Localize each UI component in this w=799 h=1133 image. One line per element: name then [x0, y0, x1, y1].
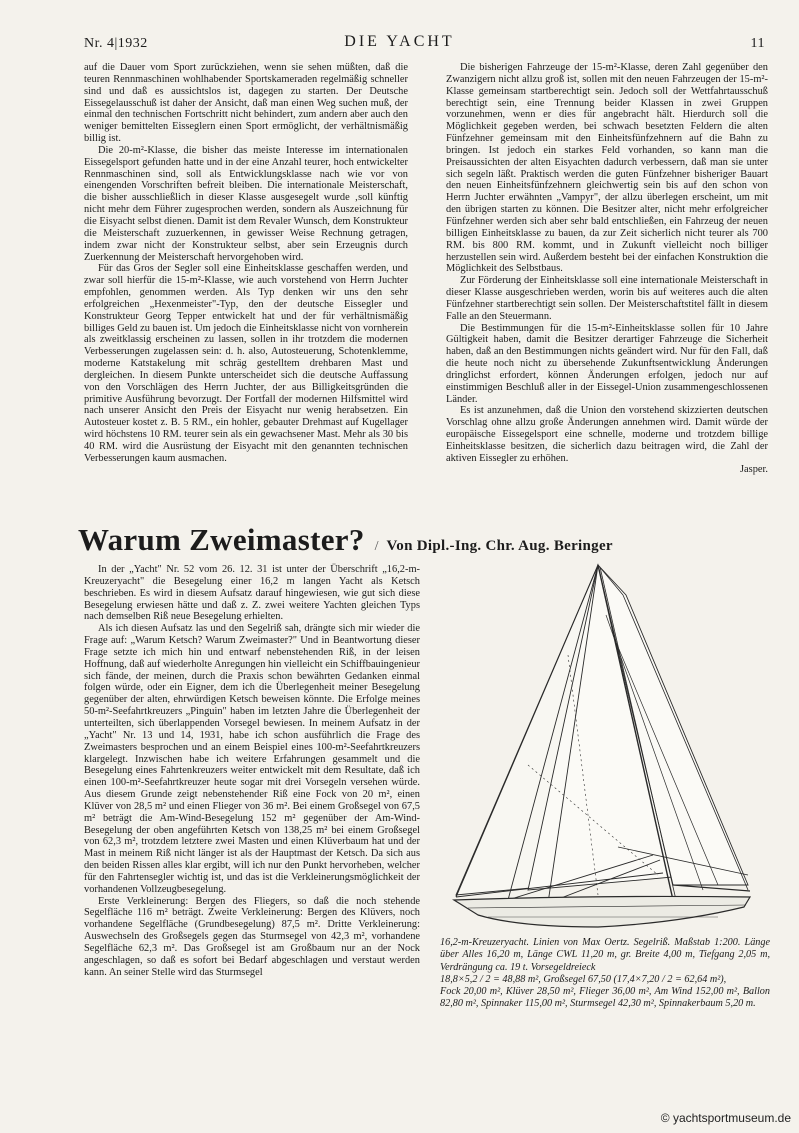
title-separator: / [374, 539, 379, 554]
paragraph: Die Bestimmungen für die 15-m²-Einheitsklasse sollen für 10 Jahre Gültigkeit haben, damit die Besitzer derartiger Fahrzeuge die Sicherheit haben, daß an den Bestimmungen nichts geändert wird. Nur für den Fall, daß die heute noch nicht zu übersehende Zukunftsentwicklung Änderungen dringlichst erfordert, können Änderungen erfolgen, jedoch nur auf einstimmigen Beschluß aller in der Eissegel-Union zusammengeschlossenen Länder. [446, 322, 768, 405]
paragraph: Erste Verkleinerung: Bergen des Fliegers, so daß die noch stehende Segelfläche 116 m² beträgt. Zweite Verkleinerung: Bergen des Klüvers, noch vorhandene Segelfläche (Grundbesegelung) 87,5 m². Dritte Verkleinerung: Auswechseln des Großsegels gegen das Sturmsegel von 42,3 m², vorhandene Segelfläche 62,3 m². Das Großsegel ist am Großbaum nur an der Nock angeschlagen, so daß es sofort bei Bedarf abgeschlagen und verstaut werden kann. An seiner Stelle wird das Sturmsegel [84, 895, 420, 978]
paragraph: Die bisherigen Fahrzeuge der 15-m²-Klasse, deren Zahl gegenüber den Zwanzigern nicht allzu groß ist, sollen mit den neuen Fahrzeugen der 15-m²-Klasse gemeinsam startberechtigt sein. Jedoch soll der Wettfahrtausschuß berechtigt sein, eine Trennung beider Klassen in zwei Gruppen vorzunehmen, wenn er dies für angebracht hält. Hierdurch soll die Möglichkeit gegeben werden, bei schwach besetzten Feldern die alten Fünfzehner gemeinsam mit den Einheitsfünfzehnern auf die Bahn zu bringen. Ist jedoch ein starkes Feld vorhanden, so kann man die Preisaussichten der alten Eisyachten dadurch verbessern, daß man sie unter sich segeln läßt. Praktisch werden die guten Fünfzehner bisheriger Bauart den neuen Einheitsfünfzehnern gleichwertig sein bis auf den schon von Herrn Juchter erwähnten „Vampyr", der allzu überlegen erscheint, um mit den übrigen starten zu können. Die Besitzer alter, nicht mehr erfolgreicher Fünfzehner werden sich aber sehr bald entschließen, ein Fahrzeug der neuen billigen Einheitsklasse zu bauen, da zur Zeit sicherlich nicht teurer als 700 RM. bis 800 RM. kommt, und in Zukunft vielleicht noch billiger herzustellen sein wird. Außerdem besteht bei der einfachen Konstruktion die Möglichkeit des Selbstbaus. [446, 62, 768, 275]
figure-caption [440, 937, 770, 1011]
paragraph: Für das Gros der Segler soll eine Einheitsklasse geschaffen werden, und zwar soll hierfür die 15-m²-Klasse, wie auch vorstehend von Herrn Juchter empfohlen, genommen werden. Als Typ denken wir uns den sehr erfolgreichen „Hexenmeister"-Typ, den der deutsche Eissegler und Konstrukteur Georg Tepper entwickelt hat und der für verhältnismäßig billiges Geld zu bauen ist. Um jedoch die Einheitsklasse nicht von vornherein als zweitklassig erscheinen zu lassen, sollen in ihr trotzdem die modernen Verbesserungen zugelassen sein: d. h. also, Autosteuerung, Schotenklemme, moderne Katstakelung mit schräg gestelltem drehbaren Mast und dergleichen. In diesem Punkte unterscheidet sich die deutsche Auffassung von den Vorschlägen des Herrn Juchter, der aus Billigkeitsgründen die primitive Ausführung bevorzugt. Der Fortfall der modernen Hilfsmittel wird nach unserer Ansicht den Preis der Eisyacht nur wenig herabsetzen. Ein Autosteuer kostet z. B. 5 RM., ein hohler, gebauter Drehmast auf Kugellager wird höchstens 10 RM. teurer sein als ein gewachsener Mast. Mehr als 30 bis 40 RM. wird die Ausrüstung der Eisyacht mit den genannten technischen Verbesserungen kaum ausmachen. [84, 263, 408, 464]
copyright-watermark: © yachtsportmuseum.de [660, 1111, 791, 1125]
main-article-column [84, 564, 420, 979]
sail-plan-drawing [448, 555, 758, 935]
magazine-title: DIE YACHT [344, 33, 455, 50]
paragraph: Es ist anzunehmen, daß die Union den vorstehend skizzierten deutschen Vorschlag ohne allzu große Änderungen annehmen wird. Damit würde der europäische Eissegelsport eine schnelle, moderne und trotzdem billige Einheitsklasse besitzen, die sicherlich dazu beitragen wird, die Zahl der aktiven Eissegler zu erhöhen. [446, 405, 768, 464]
paragraph: In der „Yacht" Nr. 52 vom 26. 12. 31 ist unter der Überschrift „16,2-m-Kreuzeryacht" die Besegelung einer 16,2 m langen Yacht als Ketsch beschrieben. Es wird in diesem Aufsatz darauf hingewiesen, wie gut sich diese Besegelung erwiesen hätte und daß z. Z. zwei weitere Yachten gleichen Typs nach demselben Riß neue Besegelung erhielten. [84, 564, 420, 623]
author-signature: Jasper. [740, 463, 768, 475]
caption-line: Fock 20,00 m², Klüver 28,50 m², Flieger 36,00 m², Am Wind 152,00 m², Ballon 82,80 m², Spinnaker 115,00 m², Sturmsegel 42,30 m², Spinnakerbaum 5,20 m. [440, 986, 770, 1010]
caption-line: 18,8×5,2 / 2 = 48,88 m², Großsegel 67,50 (17,4×7,20 / 2 = 62,64 m²), [440, 973, 727, 985]
upper-article-left-column [84, 62, 408, 465]
article-title: Warum Zweimaster? [78, 522, 365, 557]
caption-line: 16,2-m-Kreuzeryacht. Linien von Max Oertz. Segelriß. Maßstab 1:200. Länge über Alles 16,20 m, Länge CWL 11,20 m, gr. Breite 4,00 m, Tiefgang 2,05 m, Verdrängung ca. 19 t. Vorsegeldreieck [440, 937, 770, 973]
paragraph: Zur Förderung der Einheitsklasse soll eine internationale Meisterschaft in dieser Klasse ausgeschrieben werden, worin bis auf weiteres auch die alten Fünfzehner startberechtigt sein sollen. Der Meisterschaftstitel fällt in diesem Falle an den Steuermann. [446, 275, 768, 322]
paragraph: auf die Dauer vom Sport zurückziehen, wenn sie sehen müßten, daß die teuren Rennmaschinen wohlhabender Sportskameraden regelmäßig schneller sind und daß es aussichtslos ist, dagegen zu starten. Der Deutsche Eissegelausschuß ist daher der Ansicht, daß man einen Weg suchen muß, der einmal den technischen Fortschritt nicht behindert, zum andern aber auch den weniger bemittelten Eisseglern einen Sport ermöglicht, der verhältnismäßig billig ist. [84, 62, 408, 145]
upper-article-right-column [446, 62, 768, 476]
paragraph: Die 20-m²-Klasse, die bisher das meiste Interesse im internationalen Eissegelsport gefunden hatte und in der eine Anzahl teurer, hoch entwickelter Rennmaschinen sind, soll als Entwicklungsklasse nach wie vor von einengenden Vorschriften befreit bleiben. Die internationale Meisterschaft, die bisher ausschließlich in dieser Klasse ausgesegelt wurde ‚soll künftig nicht mehr dem Führer zugesprochen werden, sondern als Auszeichnung für die Eisyacht selbst dienen. Damit ist dem Revaler Wunsch, dem Konstrukteur die Meisterschaft zuzuerkennen, in gewisser Weise Rechnung getragen, indem zwar nicht der Konstrukteur selbst, aber sein Erzeugnis durch Zuerkennung der Meisterschaft hervorgehoben wird. [84, 144, 408, 263]
page-number: 11 [750, 36, 765, 51]
sail-plan-figure [448, 555, 758, 935]
article-heading [78, 522, 778, 558]
issue-number: Nr. 4|1932 [84, 36, 148, 51]
paragraph: Als ich diesen Aufsatz las und den Segelriß sah, drängte sich mir wieder die Frage auf: „Warum Ketsch? Warum Zweimaster?" Und in Beantwortung dieser Frage setzte ich mich hin und entwarf nebenstehenden Riß, in der leisen Hoffnung, daß auf wiederholte Anregungen hin vielleicht ein Schiffbauingenieur sich fände, der meinen, durch die Praxis schon bewährten Gedanken einmal folgen würde, oder ein Eigner, dem ich die Überlegenheit meiner Besegelung gegenüber der alten, ehrwürdigen Ketsch beweisen könnte. Die Erfolge meines 50-m²-Seefahrtkreuzers „Pinguin" haben im letzten Jahre die Überlegenheit der unterteilten, sich überlappenden Vorsegel bewiesen. In meinem Aufsatz in der „Yacht" Nr. 13 und 14, 1931, habe ich schon ausführlich die Frage des Zweimasters besprochen und an einem Beispiel eines 100-m²-Seefahrtkreuzers klargelegt. Inzwischen habe ich weitere Erfahrungen gesammelt und die Besegelung eines Fahrtenkreuzers weiter entwickelt mit dem Resultate, daß ich einen 100-m²-Seefahrtkreuzer heute sogar mit drei Vorsegeln versehen würde. Aus diesem Grunde zeigt nebenstehender Riß eine Fock von 20 m², einen Klüver von 28,5 m² und einen Flieger von 36 m². Bei einem Großsegel von 67,5 m² beträgt die Am-Wind-Besegelung 152 m² gegenüber der Am-Wind-Besegelung der oben angeführten Ketsch von 138,25 m² bei einem Großsegel von 62,3 m², trotzdem letztere zwei Masten und einen Klüverbaum hat und der Mast in meinem Riß nicht länger ist als der Hauptmast der Ketsch. Da sich aus den beiden Rissen alles klar ergibt, will ich nur den Punkt hervorheben, welcher für den Fahrtensegler wichtig ist, und das ist die Verkleinerungsmöglichkeit der vorhandenen Vollzeugbesegelung. [84, 623, 420, 895]
article-author: Von Dipl.-Ing. Chr. Aug. Beringer [386, 538, 613, 554]
